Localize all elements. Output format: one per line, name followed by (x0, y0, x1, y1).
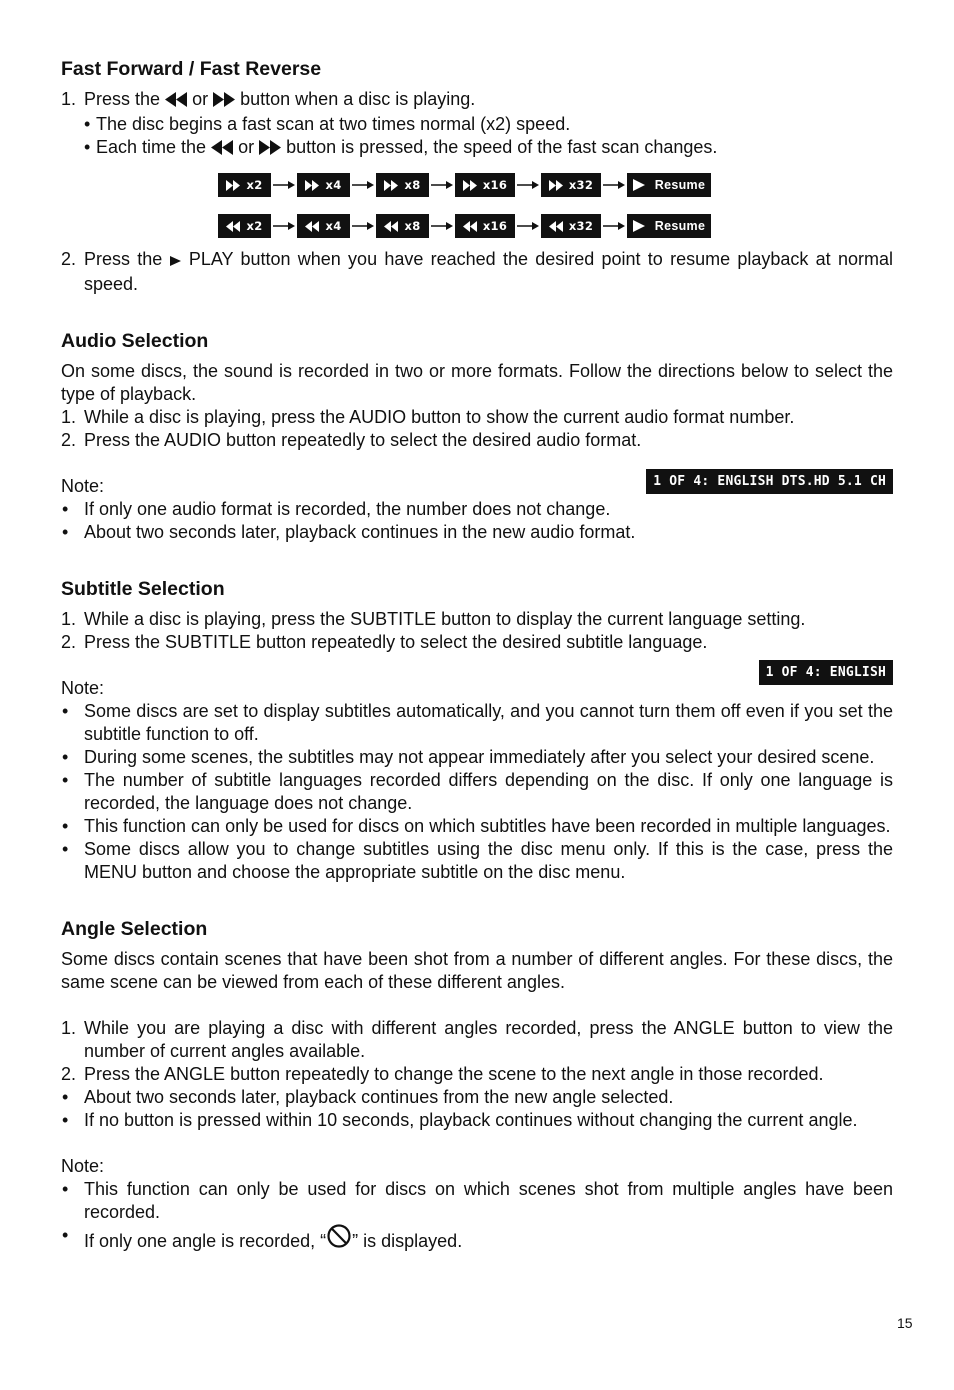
forward-speed-chip (218, 173, 271, 197)
ff-sub-item (84, 136, 893, 161)
bullet-text: About two seconds later, playback continues from the new angle selected. (84, 1087, 674, 1107)
fast-forward-icon (305, 180, 319, 191)
sub-text-or: or (238, 137, 255, 157)
speed-label: x32 (568, 218, 594, 233)
angle-steps (61, 1017, 893, 1132)
note-text: This function can only be used for discs on which subtitles have been recorded in multiple languages. (84, 816, 891, 836)
audio-step (61, 406, 893, 429)
step-text: button when a disc is playing. (240, 89, 476, 109)
angle-bullet (61, 1086, 893, 1109)
play-icon (170, 250, 182, 273)
speed-label: x16 (482, 218, 508, 233)
resume-chip (627, 214, 711, 238)
note-item (61, 746, 893, 769)
angle-step (61, 1017, 893, 1063)
step-text-or: or (192, 89, 209, 109)
reverse-speed-chip (455, 214, 515, 238)
arrow-right-icon (271, 221, 297, 231)
arrow-right-icon (350, 221, 376, 231)
forward-speed-chip (455, 173, 515, 197)
reverse-speed-chip (297, 214, 350, 238)
speed-label: x8 (404, 177, 421, 192)
ff-steps-2 (61, 248, 893, 296)
subtitle-notes (61, 700, 893, 884)
ff-title: Fast Forward / Fast Reverse (61, 58, 322, 80)
note-text: This function can only be used for discs on which scenes shot from multiple angles have been recorded. (84, 1179, 893, 1222)
forward-speed-chip (376, 173, 429, 197)
speed-label: x2 (246, 218, 263, 233)
step-text: Press the ANGLE button repeatedly to change the scene to the next angle in those recorded. (84, 1064, 824, 1084)
bullet: • (84, 137, 91, 157)
forward-speed-row (218, 173, 893, 197)
note-text: If only one audio format is recorded, the number does not change. (84, 499, 611, 519)
bullet: • (62, 701, 69, 721)
note-text: During some scenes, the subtitles may not appear immediately after you select your desired scene. (84, 747, 875, 767)
audio-step (61, 429, 893, 452)
arrow-right-icon (515, 180, 541, 190)
speed-label: x2 (246, 177, 263, 192)
note-text: Some discs allow you to change subtitles using the disc menu only. If this is the case, press the MENU button and choose the appropriate subtitle on the disc menu. (84, 839, 893, 882)
step-text: Press the AUDIO button repeatedly to select the desired audio format. (84, 430, 642, 450)
note-item (61, 1224, 893, 1254)
note-label: Note: (61, 476, 105, 496)
subtitle-steps-block (61, 608, 893, 680)
note-label: Note: (61, 678, 105, 698)
arrow-right-icon (515, 221, 541, 231)
step-text: While you are playing a disc with different angles recorded, press the ANGLE button to view the number of current angles available. (84, 1018, 893, 1061)
fast-forward-icon (549, 180, 563, 191)
arrow-right-icon (429, 180, 455, 190)
sub-text: The disc begins a fast scan at two times normal (x2) speed. (96, 114, 571, 134)
sub-text: button is pressed, the speed of the fast scan changes. (286, 137, 718, 157)
step-text: PLAY button when you have reached the desired point to resume playback at normal speed. (84, 249, 893, 294)
note-text: If only one angle is recorded, “ (84, 1231, 327, 1251)
audio-steps (61, 406, 893, 452)
bullet: • (62, 1087, 69, 1107)
step-number: 2. (61, 430, 77, 450)
note-item (61, 1178, 893, 1224)
fast-forward-icon (259, 138, 281, 161)
bullet: • (62, 747, 69, 767)
step-number: 1. (61, 89, 77, 109)
bullet: • (62, 1179, 69, 1199)
reverse-speed-chip (541, 214, 601, 238)
note-item (61, 769, 893, 815)
play-icon (633, 220, 645, 232)
step-text: Press the (84, 89, 161, 109)
ff-steps (61, 88, 893, 161)
ff-sub-list (84, 113, 893, 161)
subtitle-steps (61, 608, 893, 654)
reverse-speed-chip (218, 214, 271, 238)
subtitle-step (61, 631, 893, 654)
arrow-right-icon (350, 180, 376, 190)
speed-label: x8 (404, 218, 421, 233)
angle-bullet (61, 1109, 893, 1132)
bullet: • (62, 1225, 69, 1245)
step-text: Press the SUBTITLE button repeatedly to select the desired subtitle language. (84, 632, 708, 652)
step-number: 2. (61, 249, 77, 269)
bullet: • (62, 499, 69, 519)
note-item (61, 498, 893, 521)
bullet: • (62, 839, 69, 859)
reverse-speed-chip (376, 214, 429, 238)
bullet: • (62, 1110, 69, 1130)
bullet: • (62, 522, 69, 542)
step-number: 1. (61, 407, 77, 427)
bullet: • (84, 114, 91, 134)
arrow-right-icon (429, 221, 455, 231)
speed-label: x32 (568, 177, 594, 192)
arrow-right-icon (601, 221, 627, 231)
note-text: About two seconds later, playback continues in the new audio format. (84, 522, 636, 542)
play-icon (633, 179, 645, 191)
angle-title: Angle Selection (61, 918, 208, 940)
angle-notes (61, 1178, 893, 1254)
speed-label: x4 (325, 218, 342, 233)
fast-forward-icon (384, 180, 398, 191)
fast-forward-icon (226, 180, 240, 191)
audio-notes (61, 498, 893, 544)
fast-forward-icon (213, 90, 235, 113)
rewind-icon (226, 221, 240, 232)
note-label: Note: (61, 1156, 105, 1176)
speed-label: x16 (482, 177, 508, 192)
ff-step-2 (61, 248, 893, 296)
arrow-right-icon (271, 180, 297, 190)
step-text: Press the (84, 249, 163, 269)
audio-intro: On some discs, the sound is recorded in two or more formats. Follow the directions below to select the type of playback. (61, 361, 893, 404)
resume-label: Resume (654, 218, 706, 233)
angle-intro: Some discs contain scenes that have been shot from a number of different angles. For these discs, the same scene can be viewed from each of these different angles. (61, 949, 893, 992)
speed-label: x4 (325, 177, 342, 192)
step-number: 2. (61, 1064, 77, 1084)
rewind-icon (305, 221, 319, 232)
prohibited-icon (326, 1224, 352, 1254)
rewind-icon (463, 221, 477, 232)
note-item (61, 815, 893, 838)
resume-chip (627, 173, 711, 197)
page-number: 15 (897, 1315, 913, 1331)
ff-step-1 (61, 88, 893, 161)
bullet: • (62, 770, 69, 790)
sub-text: Each time the (96, 137, 207, 157)
step-number: 1. (61, 1018, 77, 1038)
rewind-icon (549, 221, 563, 232)
note-item (61, 521, 893, 544)
resume-label: Resume (654, 177, 706, 192)
audio-note-block (61, 475, 893, 544)
step-number: 2. (61, 632, 77, 652)
audio-title: Audio Selection (61, 330, 209, 352)
rewind-icon (165, 90, 187, 113)
bullet: • (62, 816, 69, 836)
note-item (61, 838, 893, 884)
manual-page (61, 56, 893, 1254)
note-text: Some discs are set to display subtitles automatically, and you cannot turn them off even if you set the subtitle function to off. (84, 701, 893, 744)
step-text: While a disc is playing, press the SUBTITLE button to display the current language setting. (84, 609, 806, 629)
arrow-right-icon (601, 180, 627, 190)
subtitle-title: Subtitle Selection (61, 578, 225, 600)
fast-forward-icon (463, 180, 477, 191)
audio-osd-display: 1 OF 4: ENGLISH DTS.HD 5.1 CH (646, 469, 893, 494)
rewind-icon (211, 138, 233, 161)
note-text: ” is displayed. (352, 1231, 463, 1251)
subtitle-step (61, 608, 893, 631)
subtitle-osd-display: 1 OF 4: ENGLISH (759, 660, 893, 685)
angle-step (61, 1063, 893, 1086)
note-item (61, 700, 893, 746)
note-text: The number of subtitle languages recorded differs depending on the disc. If only one language is recorded, the language does not change. (84, 770, 893, 813)
bullet-text: If no button is pressed within 10 seconds, playback continues without changing the current angle. (84, 1110, 858, 1130)
step-number: 1. (61, 609, 77, 629)
step-text: While a disc is playing, press the AUDIO button to show the current audio format number. (84, 407, 795, 427)
forward-speed-chip (541, 173, 601, 197)
scan-speed-diagram (218, 173, 893, 238)
rewind-icon (384, 221, 398, 232)
ff-sub-item (84, 113, 893, 136)
reverse-speed-row (218, 214, 893, 238)
forward-speed-chip (297, 173, 350, 197)
